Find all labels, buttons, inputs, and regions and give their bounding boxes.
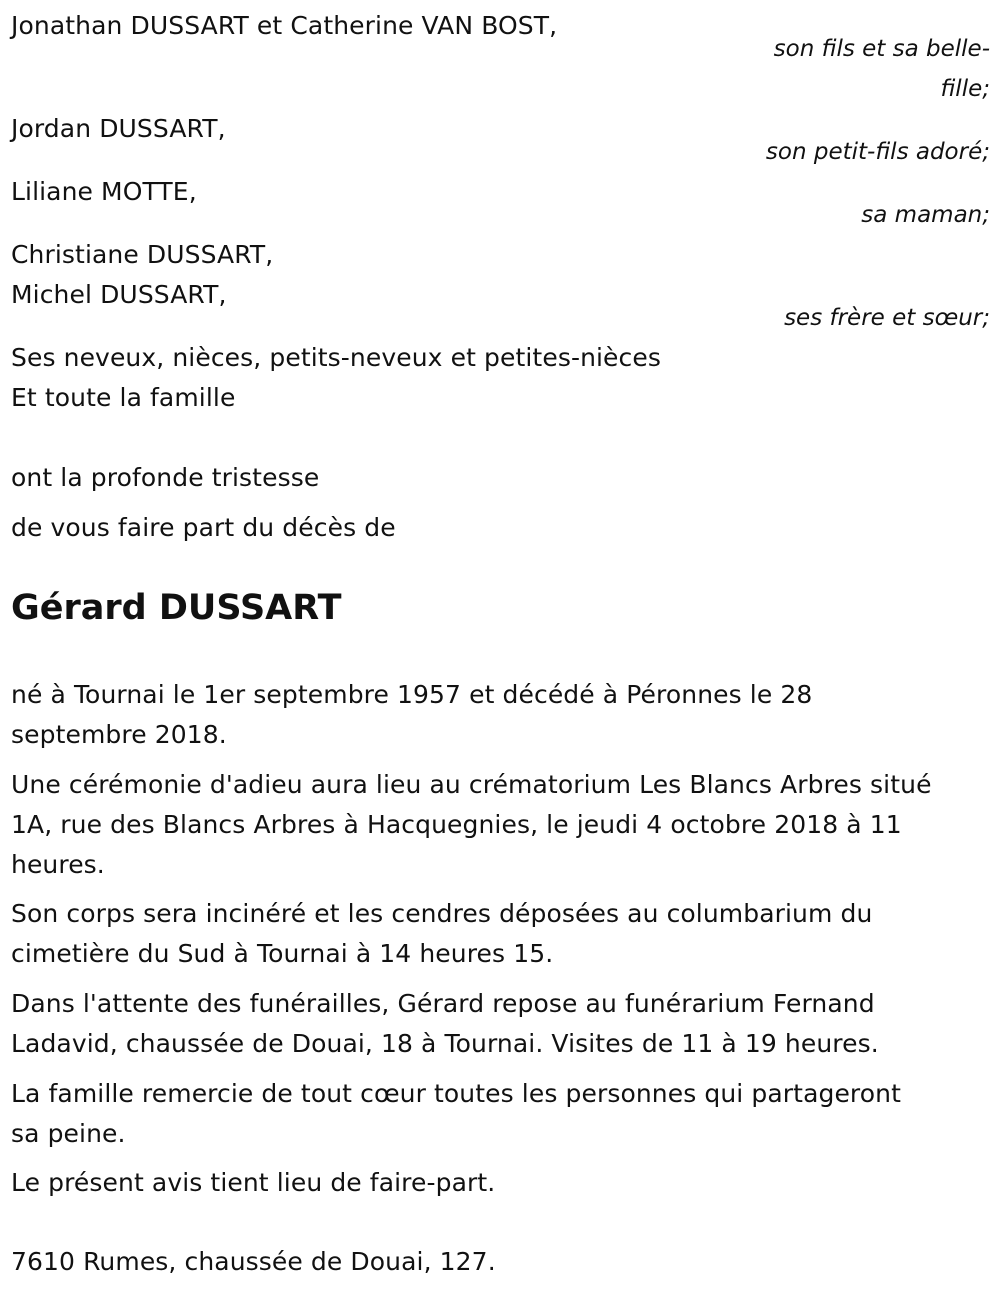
- siblings-relation: ses frère et sœur;: [784, 305, 990, 331]
- brother-name: Michel DUSSART,: [11, 280, 227, 309]
- birth-death-line1: né à Tournai le 1er septembre 1957 et décédé à Péronnes le 28: [11, 680, 813, 709]
- cremation-line2: cimetière du Sud à Tournai à 14 heures 15.: [11, 939, 554, 968]
- cremation-line1: Son corps sera incinéré et les cendres déposées au columbarium du: [11, 899, 873, 928]
- ceremony-line1: Une cérémonie d'adieu aura lieu au crématorium Les Blancs Arbres situé: [11, 770, 932, 799]
- whole-family: Et toute la famille: [11, 383, 236, 412]
- birth-death-line2: septembre 2018.: [11, 720, 227, 749]
- announcement-line2: de vous faire part du décès de: [11, 513, 396, 542]
- visitation-line2: Ladavid, chaussée de Douai, 18 à Tournai. Visites de 11 à 19 heures.: [11, 1029, 879, 1058]
- visitation-line1: Dans l'attente des funérailles, Gérard repose au funérarium Fernand: [11, 989, 875, 1018]
- thanks-line2: sa peine.: [11, 1119, 126, 1148]
- announcement-line1: ont la profonde tristesse: [11, 463, 320, 492]
- mother-name: Liliane MOTTE,: [11, 177, 197, 206]
- son-relation-line2: fille;: [940, 76, 990, 102]
- sister-name: Christiane DUSSART,: [11, 240, 274, 269]
- ceremony-line2: 1A, rue des Blancs Arbres à Hacquegnies, le jeudi 4 octobre 2018 à 11: [11, 810, 902, 839]
- address: 7610 Rumes, chaussée de Douai, 127.: [11, 1247, 496, 1276]
- deceased-name: Gérard DUSSART: [11, 588, 342, 628]
- son-relation-line1: son fils et sa belle-: [773, 36, 990, 62]
- grandson-relation: son petit-fils adoré;: [765, 139, 990, 165]
- notice-text: Le présent avis tient lieu de faire-part.: [11, 1168, 496, 1197]
- thanks-line1: La famille remercie de tout cœur toutes les personnes qui partageront: [11, 1079, 902, 1108]
- nephews-nieces: Ses neveux, nièces, petits-neveux et petites-nièces: [11, 343, 661, 372]
- ceremony-line3: heures.: [11, 850, 105, 879]
- grandson-name: Jordan DUSSART,: [11, 114, 226, 143]
- mother-relation: sa maman;: [861, 202, 990, 228]
- son-names: Jonathan DUSSART et Catherine VAN BOST,: [11, 11, 558, 40]
